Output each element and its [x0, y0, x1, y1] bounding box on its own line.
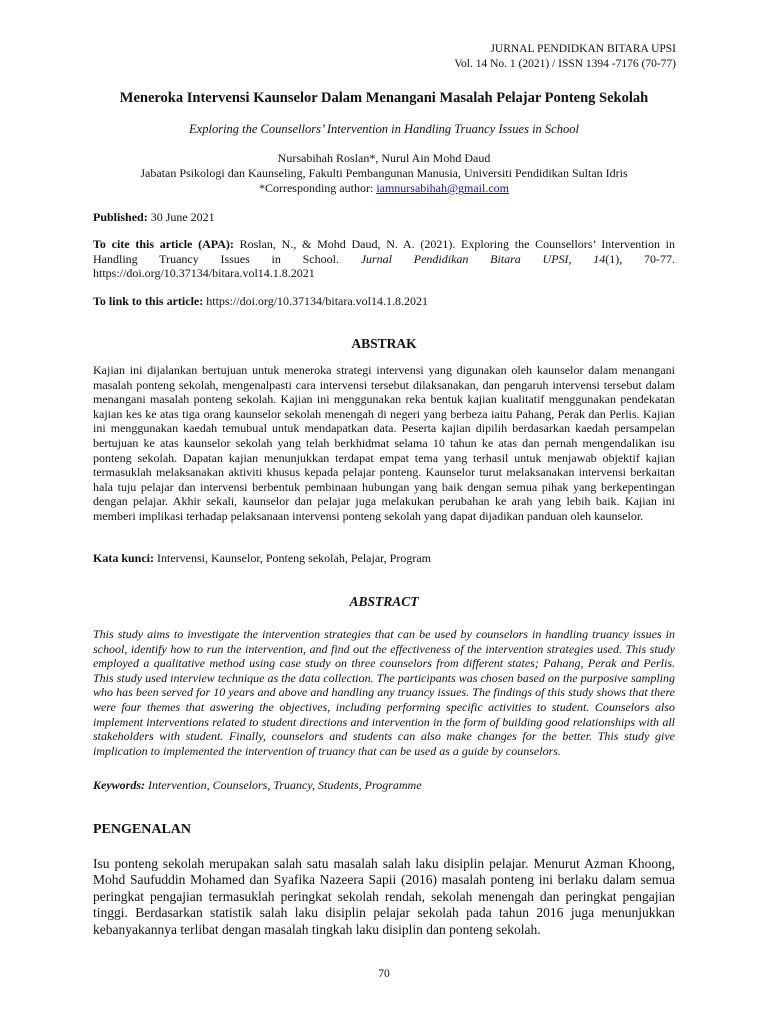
corresponding-label: *Corresponding author: — [258, 181, 377, 195]
email-link[interactable]: iamnursabihah@gmail.com — [376, 181, 509, 195]
kata-kunci-label: Kata kunci: — [93, 551, 155, 565]
abstrak-heading: ABSTRAK — [351, 336, 417, 351]
author-affiliation: Jabatan Psikologi dan Kaunseling, Fakulti Pembangunan Manusia, Universiti Pendidikan Sultan Idris — [140, 166, 628, 180]
author-block — [60, 151, 708, 196]
section-heading-pengenalan: PENGENALAN — [93, 822, 192, 837]
link-line — [93, 294, 675, 309]
citation-label: To cite this article (APA): — [93, 237, 234, 251]
kata-kunci-text: Intervensi, Kaunselor, Ponteng sekolah, Pelajar, Program — [157, 551, 431, 565]
abstract-body: This study aims to investigate the intervention strategies that can be used by counselors in handling truancy issues in school, identify how to run the intervention, and find out the effectiveness of the intervention strategies used. This study employed a qualitative method using case study on three counselors from different states; Pahang, Perak and Perlis. This study used interview technique as the data collection. The participants was chosen based on the purposive sampling who has been served for 10 years and above and handling any truancy issues. The findings of this study shows that there were four themes that aswering the objectives, including performing specific activities to student. Counselors also implement interventions related to student directions and intervention in the form of building good relationships with all stakeholders with student. Finally, counselors and students can also make changes for the better. This study give implication to implemented the intervention of truancy that can be used as a guide by counselors. — [93, 627, 675, 758]
journal-name: JURNAL PENDIDKAN BITARA UPSI — [490, 43, 676, 55]
citation-text-pre: Roslan, N., & Mohd Daud, N. A. (2021). Exploring the Counsellors’ Intervention in Handling Truancy Issues in School. — [93, 237, 676, 266]
abstrak-keywords — [93, 551, 675, 566]
link-url[interactable]: https://doi.org/10.37134/bitara.vol14.1.8.2021 — [206, 294, 429, 308]
citation-volume: 14 — [593, 251, 606, 266]
paper-subtitle: Exploring the Counsellors’ Intervention in Handling Truancy Issues in School — [189, 122, 579, 136]
abstrak-body: Kajian ini dijalankan bertujuan untuk meneroka strategi intervensi yang digunakan oleh kaunselor dalam menangani masalah ponteng sekolah, mengenalpasti cara intervensi tersebut dilaksanakan, dan pengaruh intervensi tersebut dalam menangani masalah ponteng sekolah. Kajian ini menggunakan reka bentuk kajian kualitatif menggunakan pendekatan kajian kes ke atas tiga orang kaunselor sekolah menengah di negeri yang berbeza iaitu Pahang, Perak dan Perlis. Kajian ini menggunakan kaedah temubual untuk mendapatkan data. Peserta kajian dipilih berdasarkan kaedah persampelan bertujuan ke atas kaunselor sekolah yang telah berkhidmat selama 10 tahun ke atas dan pernah mengendalikan isu ponteng sekolah. Dapatan kajian menunjukkan terdapat empat tema yang terhasil untuk menjawab objektif kajian termasuklah melaksanakan aktiviti khusus kepada pelajar ponteng. Kaunselor turut melaksanakan intervensi berkaitan hala tuju pelajar dan intervensi berbentuk pembinaan hubungan yang baik dengan semua pihak yang berkepentingan dengan pelajar. Akhir sekali, kaunselor dan pelajar juga melakukan perubahan ke arah yang lebih baik. Kajian ini memberi implikasi terhadap pelaksanaan intervensi ponteng sekolah yang dapat dijadikan panduan oleh kaunselor. — [93, 363, 675, 523]
journal-volume: Vol. 14 No. 1 (2021) / ISSN 1394 -7176 (70-77) — [454, 58, 676, 70]
abstract-keywords — [93, 778, 675, 793]
citation-journal: Jurnal Pendidikan Bitara UPSI — [360, 251, 569, 266]
published-date: 30 June 2021 — [150, 210, 215, 224]
intro-paragraph: Isu ponteng sekolah merupakan salah satu masalah salah laku disiplin pelajar. Menurut Azman Khoong, Mohd Saufuddin Mohamed dan Syafika Nazeera Sapii (2016) masalah ponteng ini berlaku dalam semua peringkat pengajian termasuklah peringkat sekolah rendah, sekolah menengah dan peringkat pengajian tinggi. Berdasarkan statistik salah laku disiplin pelajar sekolah pada tahun 2016 juga menunjukkan kebanyakannya terlibat dengan masalah tingkah laku disiplin dan ponteng sekolah. — [93, 856, 675, 937]
journal-header — [454, 42, 676, 72]
link-label: To link to this article: — [93, 294, 204, 308]
published-label: Published: — [93, 210, 148, 224]
published-line — [93, 210, 675, 225]
page-number: 70 — [378, 968, 390, 980]
keywords-text: Intervention, Counselors, Truancy, Students, Programme — [148, 778, 422, 792]
paper-title: Meneroka Intervensi Kaunselor Dalam Menangani Masalah Pelajar Ponteng Sekolah — [119, 90, 649, 106]
corresponding-author — [60, 181, 708, 196]
abstract-heading: ABSTRACT — [349, 594, 419, 609]
author-names: Nursabihah Roslan*, Nurul Ain Mohd Daud — [277, 151, 491, 165]
keywords-label: Keywords: — [93, 778, 145, 792]
citation-block — [93, 237, 675, 281]
citation-text-post: (1), 70-77. https://doi.org/10.37134/bitara.vol14.1.8.2021 — [93, 251, 676, 281]
citation-sep: , — [568, 251, 594, 266]
